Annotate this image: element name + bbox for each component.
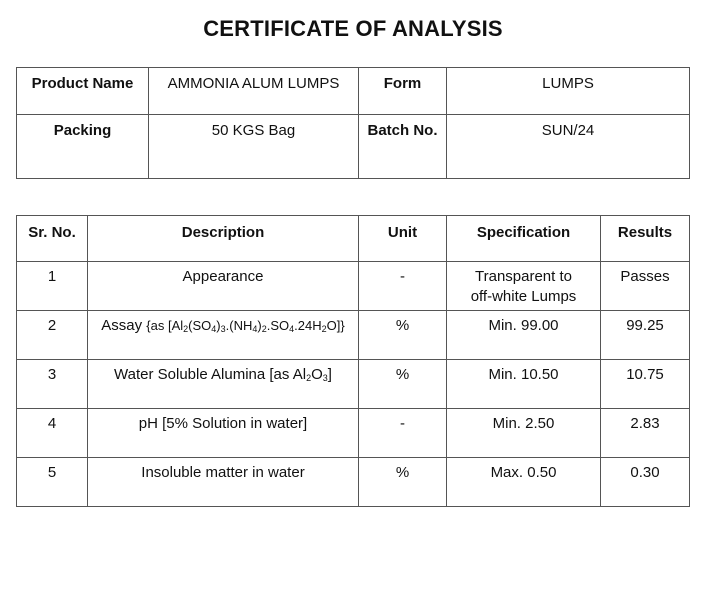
cell-sr: 4 [17,409,88,458]
cell-specification: Max. 0.50 [447,458,601,507]
cell-sr: 3 [17,360,88,409]
cell-result: 99.25 [601,311,690,360]
header-description: Description [88,216,359,262]
cell-unit: - [359,409,447,458]
product-info-table [16,67,690,179]
cell-unit: % [359,360,447,409]
cell-description: pH [5% Solution in water] [88,409,359,458]
table-row [17,311,690,360]
header-results: Results [601,216,690,262]
table-row [17,360,690,409]
header-sr-no: Sr. No. [17,216,88,262]
cell-result: 2.83 [601,409,690,458]
cell-unit: % [359,311,447,360]
cell-specification: Min. 2.50 [447,409,601,458]
cell-sr: 1 [17,262,88,311]
cell-result: Passes [601,262,690,311]
product-name-value: AMMONIA ALUM LUMPS [149,68,359,115]
cell-sr: 5 [17,458,88,507]
product-info-row [17,68,690,115]
cell-sr: 2 [17,311,88,360]
cell-result: 10.75 [601,360,690,409]
cell-description: Insoluble matter in water [88,458,359,507]
form-label: Form [359,68,447,115]
specification-table [16,215,690,507]
table-row [17,262,690,311]
table-header-row [17,216,690,262]
form-value: LUMPS [447,68,690,115]
cell-specification: Min. 99.00 [447,311,601,360]
cell-description: Water Soluble Alumina [as $Al_2O_3$] [88,360,359,409]
cell-description: Appearance [88,262,359,311]
cell-description: Assay {as $[Al_2(SO_4)_3.(NH_4)_2.SO_4.24H_2O]$} [88,311,359,360]
batch-value: SUN/24 [447,115,690,179]
packing-value: 50 KGS Bag [149,115,359,179]
cell-result: 0.30 [601,458,690,507]
header-specification: Specification [447,216,601,262]
packing-label: Packing [17,115,149,179]
cell-unit: - [359,262,447,311]
product-info-row [17,115,690,179]
batch-label: Batch No. [359,115,447,179]
table-row [17,409,690,458]
cell-specification: Min. 10.50 [447,360,601,409]
product-name-label: Product Name [17,68,149,115]
header-unit: Unit [359,216,447,262]
cell-unit: % [359,458,447,507]
page-title: CERTIFICATE OF ANALYSIS [203,16,503,41]
table-row [17,458,690,507]
cell-specification: Transparent to off-white Lumps [447,262,601,311]
